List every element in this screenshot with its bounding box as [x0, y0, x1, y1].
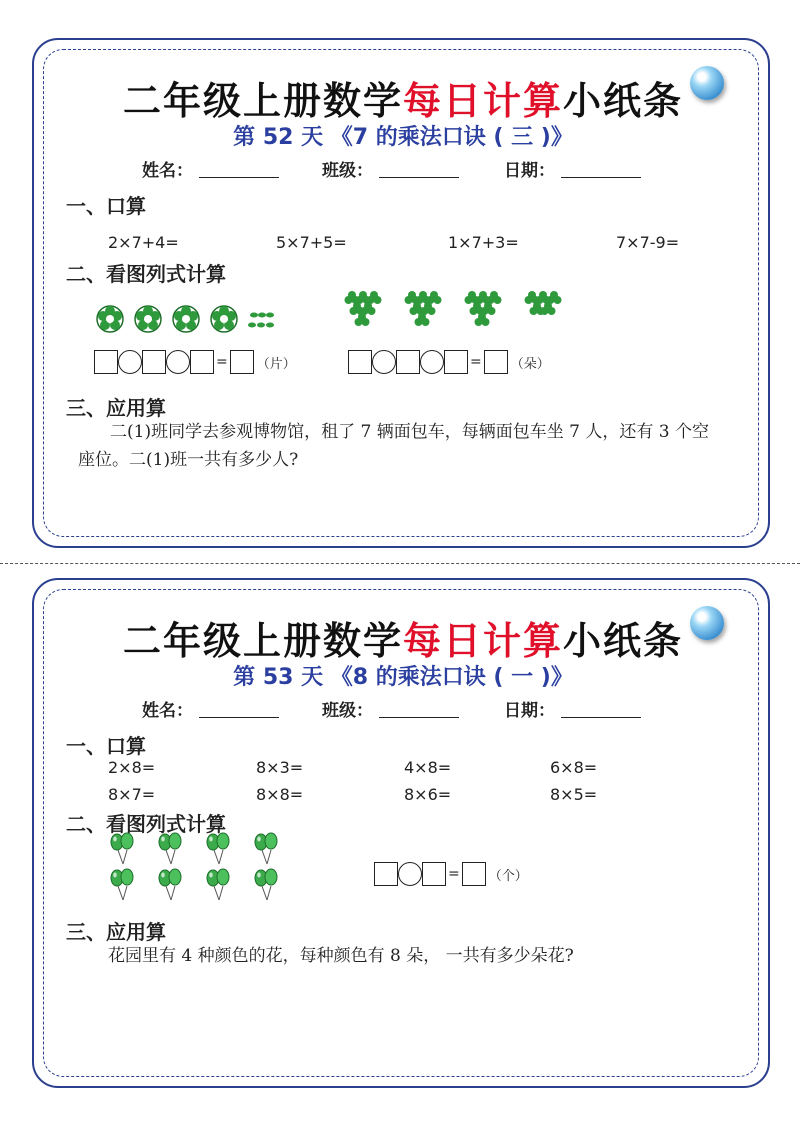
class-blank[interactable] — [379, 701, 459, 718]
word-problem: 二(1)班同学去参观博物馆，租了 7 辆面包车，每辆面包车坐 7 人，还有 3 个空座位。二(1)班一共有多少人? — [78, 422, 709, 470]
oral-problem: 8×5= — [550, 785, 598, 804]
oral-problem: 1×7+3= — [448, 233, 519, 252]
balloons-picture — [100, 832, 300, 902]
clover-group-icon — [405, 291, 442, 326]
leaf-cluster-icon — [173, 306, 199, 332]
operator-circle[interactable] — [420, 350, 444, 374]
leaf-cluster-icon — [97, 306, 123, 332]
oral-problem: 6×8= — [550, 758, 598, 777]
equals-sign: = — [216, 354, 228, 370]
balloon-icon — [111, 833, 133, 864]
worksheet-card-day-53 — [32, 578, 770, 1088]
oral-problem: 7×7-9= — [616, 233, 680, 252]
picture-equation — [374, 862, 528, 886]
card-subtitle: 第 52 天 《7 的乘法口诀 ( 三 )》 — [233, 125, 573, 150]
answer-box[interactable] — [396, 350, 420, 374]
picture-equation-2 — [348, 350, 550, 374]
worksheet-card-day-52 — [32, 38, 770, 548]
section-application: 三、应用算 — [66, 396, 166, 420]
name-field[interactable]: 姓名： — [142, 156, 279, 181]
oral-problem: 8×8= — [256, 785, 304, 804]
balloon-icon — [207, 869, 229, 900]
name-field[interactable]: 姓名： — [142, 696, 279, 721]
leaf-clusters-picture — [94, 302, 284, 336]
result-box[interactable] — [230, 350, 254, 374]
date-field[interactable]: 日期： — [504, 696, 641, 721]
date-blank[interactable] — [561, 161, 641, 178]
answer-box[interactable] — [190, 350, 214, 374]
bubble-icon — [690, 606, 724, 640]
cut-line — [0, 563, 800, 564]
clover-group-icon — [345, 291, 382, 326]
section-picture: 二、看图列式计算 — [66, 812, 226, 836]
answer-box[interactable] — [94, 350, 118, 374]
unit-label: （朵） — [510, 356, 550, 372]
picture-equation-1 — [94, 350, 296, 374]
balloon-icon — [159, 869, 181, 900]
section-picture: 二、看图列式计算 — [66, 262, 226, 286]
bubble-icon — [690, 66, 724, 100]
card-title: 二年级上册数学每日计算小纸条 — [122, 619, 684, 663]
class-field[interactable]: 班级： — [322, 696, 459, 721]
equals-sign: = — [470, 354, 482, 370]
card-subtitle: 第 53 天 《8 的乘法口诀 ( 一 )》 — [233, 665, 573, 690]
balloon-icon — [111, 869, 133, 900]
oral-problem: 8×7= — [108, 785, 156, 804]
equals-sign: = — [448, 866, 460, 882]
leaf-cluster-icon — [211, 306, 237, 332]
leaf-cluster-icon — [135, 306, 161, 332]
oral-problem: 8×3= — [256, 758, 304, 777]
class-blank[interactable] — [379, 161, 459, 178]
clover-group-icon — [465, 291, 502, 326]
oral-problem: 2×7+4= — [108, 233, 179, 252]
answer-box[interactable] — [444, 350, 468, 374]
name-blank[interactable] — [199, 701, 279, 718]
answer-box[interactable] — [348, 350, 372, 374]
operator-circle[interactable] — [372, 350, 396, 374]
oral-problem: 4×8= — [404, 758, 452, 777]
result-box[interactable] — [462, 862, 486, 886]
card-title: 二年级上册数学每日计算小纸条 — [122, 79, 684, 123]
word-problem: 花园里有 4 种颜色的花，每种颜色有 8 朵， 一共有多少朵花? — [108, 946, 574, 966]
operator-circle[interactable] — [166, 350, 190, 374]
clover-group-icon — [525, 291, 562, 315]
oral-problem: 2×8= — [108, 758, 156, 777]
unit-label: （片） — [256, 356, 296, 372]
oral-problem: 5×7+5= — [276, 233, 347, 252]
name-blank[interactable] — [199, 161, 279, 178]
balloon-icon — [159, 833, 181, 864]
oral-problem: 8×6= — [404, 785, 452, 804]
clover-groups-picture — [346, 290, 586, 340]
section-application: 三、应用算 — [66, 920, 166, 944]
answer-box[interactable] — [374, 862, 398, 886]
section-oral: 一、口算 — [66, 734, 146, 758]
class-field[interactable]: 班级： — [322, 156, 459, 181]
answer-box[interactable] — [422, 862, 446, 886]
date-field[interactable]: 日期： — [504, 156, 641, 181]
answer-box[interactable] — [142, 350, 166, 374]
operator-circle[interactable] — [118, 350, 142, 374]
unit-label: （个） — [488, 868, 528, 884]
balloon-icon — [255, 869, 277, 900]
date-blank[interactable] — [561, 701, 641, 718]
balloon-icon — [207, 833, 229, 864]
section-oral: 一、口算 — [66, 194, 146, 218]
balloon-icon — [255, 833, 277, 864]
result-box[interactable] — [484, 350, 508, 374]
small-leaves-icon — [248, 313, 274, 328]
operator-circle[interactable] — [398, 862, 422, 886]
